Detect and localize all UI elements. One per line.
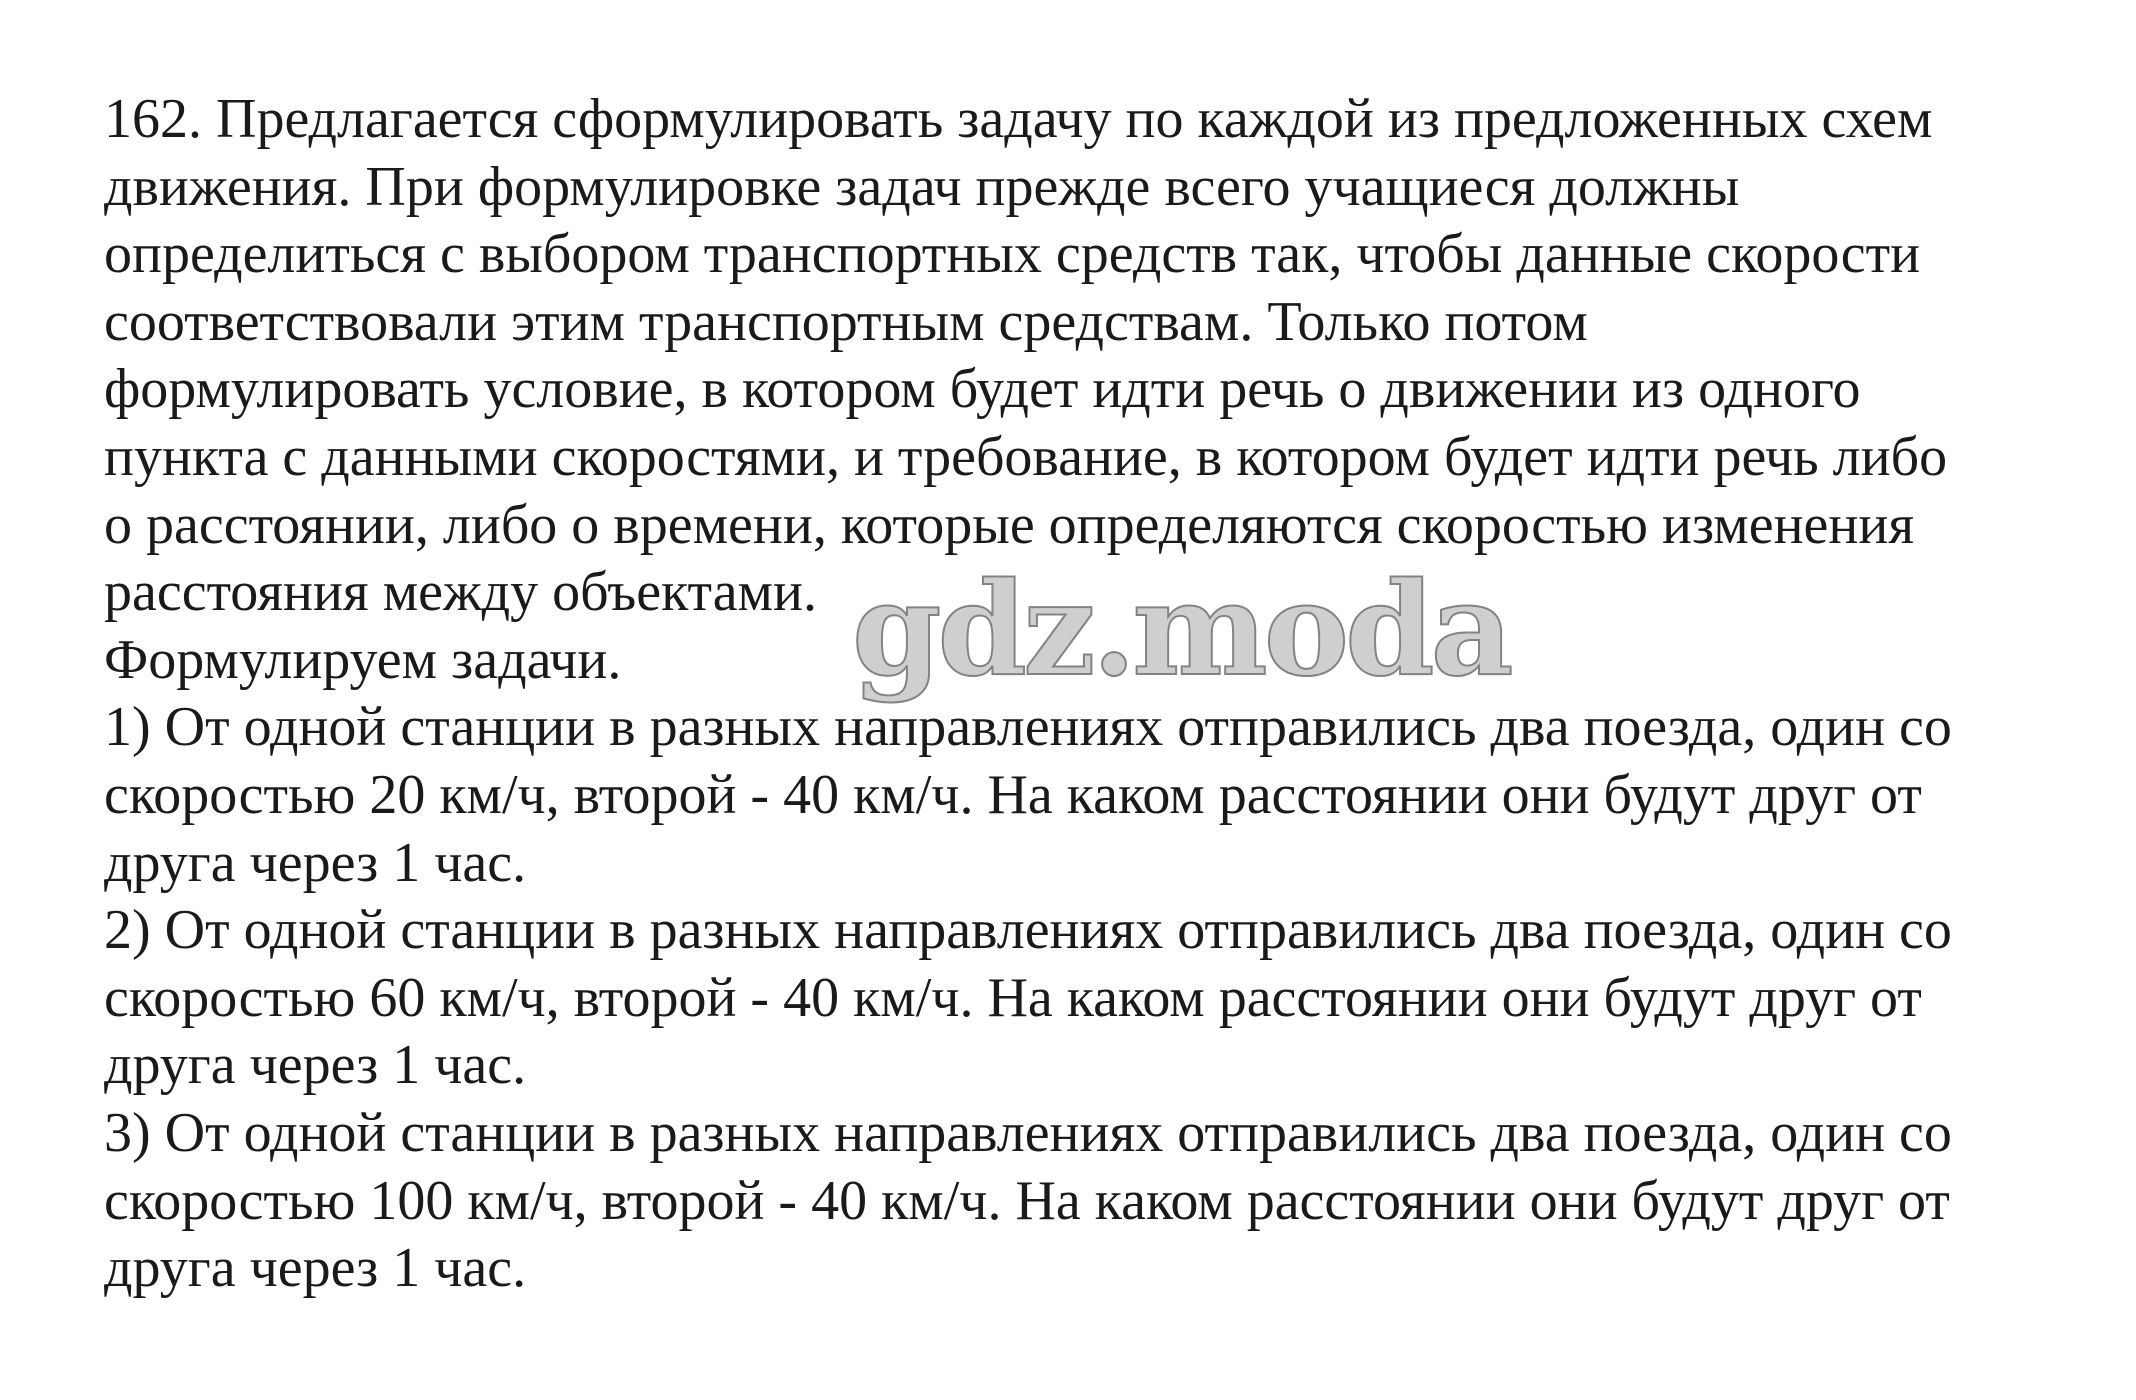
text-line: 3) От одной станции в разных направлениях отправились два поезда, один со (104, 1101, 1952, 1164)
text-line: скоростью 20 км/ч, второй - 40 км/ч. На каком расстоянии они будут друг от (104, 763, 1922, 826)
text-line: Формулируем задачи. (104, 628, 622, 691)
text-line: определиться с выбором транспортных средств так, чтобы данные скорости (104, 223, 1921, 286)
text-line: расстояния между объектами. (104, 561, 817, 624)
watermark: gdz.moda (852, 555, 1510, 705)
text-line: скоростью 60 км/ч, второй - 40 км/ч. На каком расстоянии они будут друг от (104, 966, 1922, 1029)
text-line: формулировать условие, в котором будет идти речь о движении из одного (104, 358, 1861, 421)
text-line: пункта с данными скоростями, и требование, в котором будет идти речь либо (104, 425, 1948, 488)
text-line: 1) От одной станции в разных направлениях отправились два поезда, один со (104, 696, 1952, 759)
text-line: соответствовали этим транспортным средствам. Только потом (104, 290, 1588, 353)
text-line: движения. При формулировке задач прежде всего учащиеся должны (104, 155, 1740, 218)
text-line: друга через 1 час. (104, 831, 527, 894)
text-line: друга через 1 час. (104, 1034, 527, 1097)
text-line: друга через 1 час. (104, 1237, 527, 1300)
text-line: 2) От одной станции в разных направлениях отправились два поезда, один со (104, 899, 1952, 962)
text-line: о расстоянии, либо о времени, которые определяются скоростью изменения (104, 493, 1915, 556)
text-line: скоростью 100 км/ч, второй - 40 км/ч. На каком расстоянии они будут друг от (104, 1169, 1950, 1232)
text-line: 162. Предлагается сформулировать задачу по каждой из предложенных схем (104, 88, 1933, 150)
